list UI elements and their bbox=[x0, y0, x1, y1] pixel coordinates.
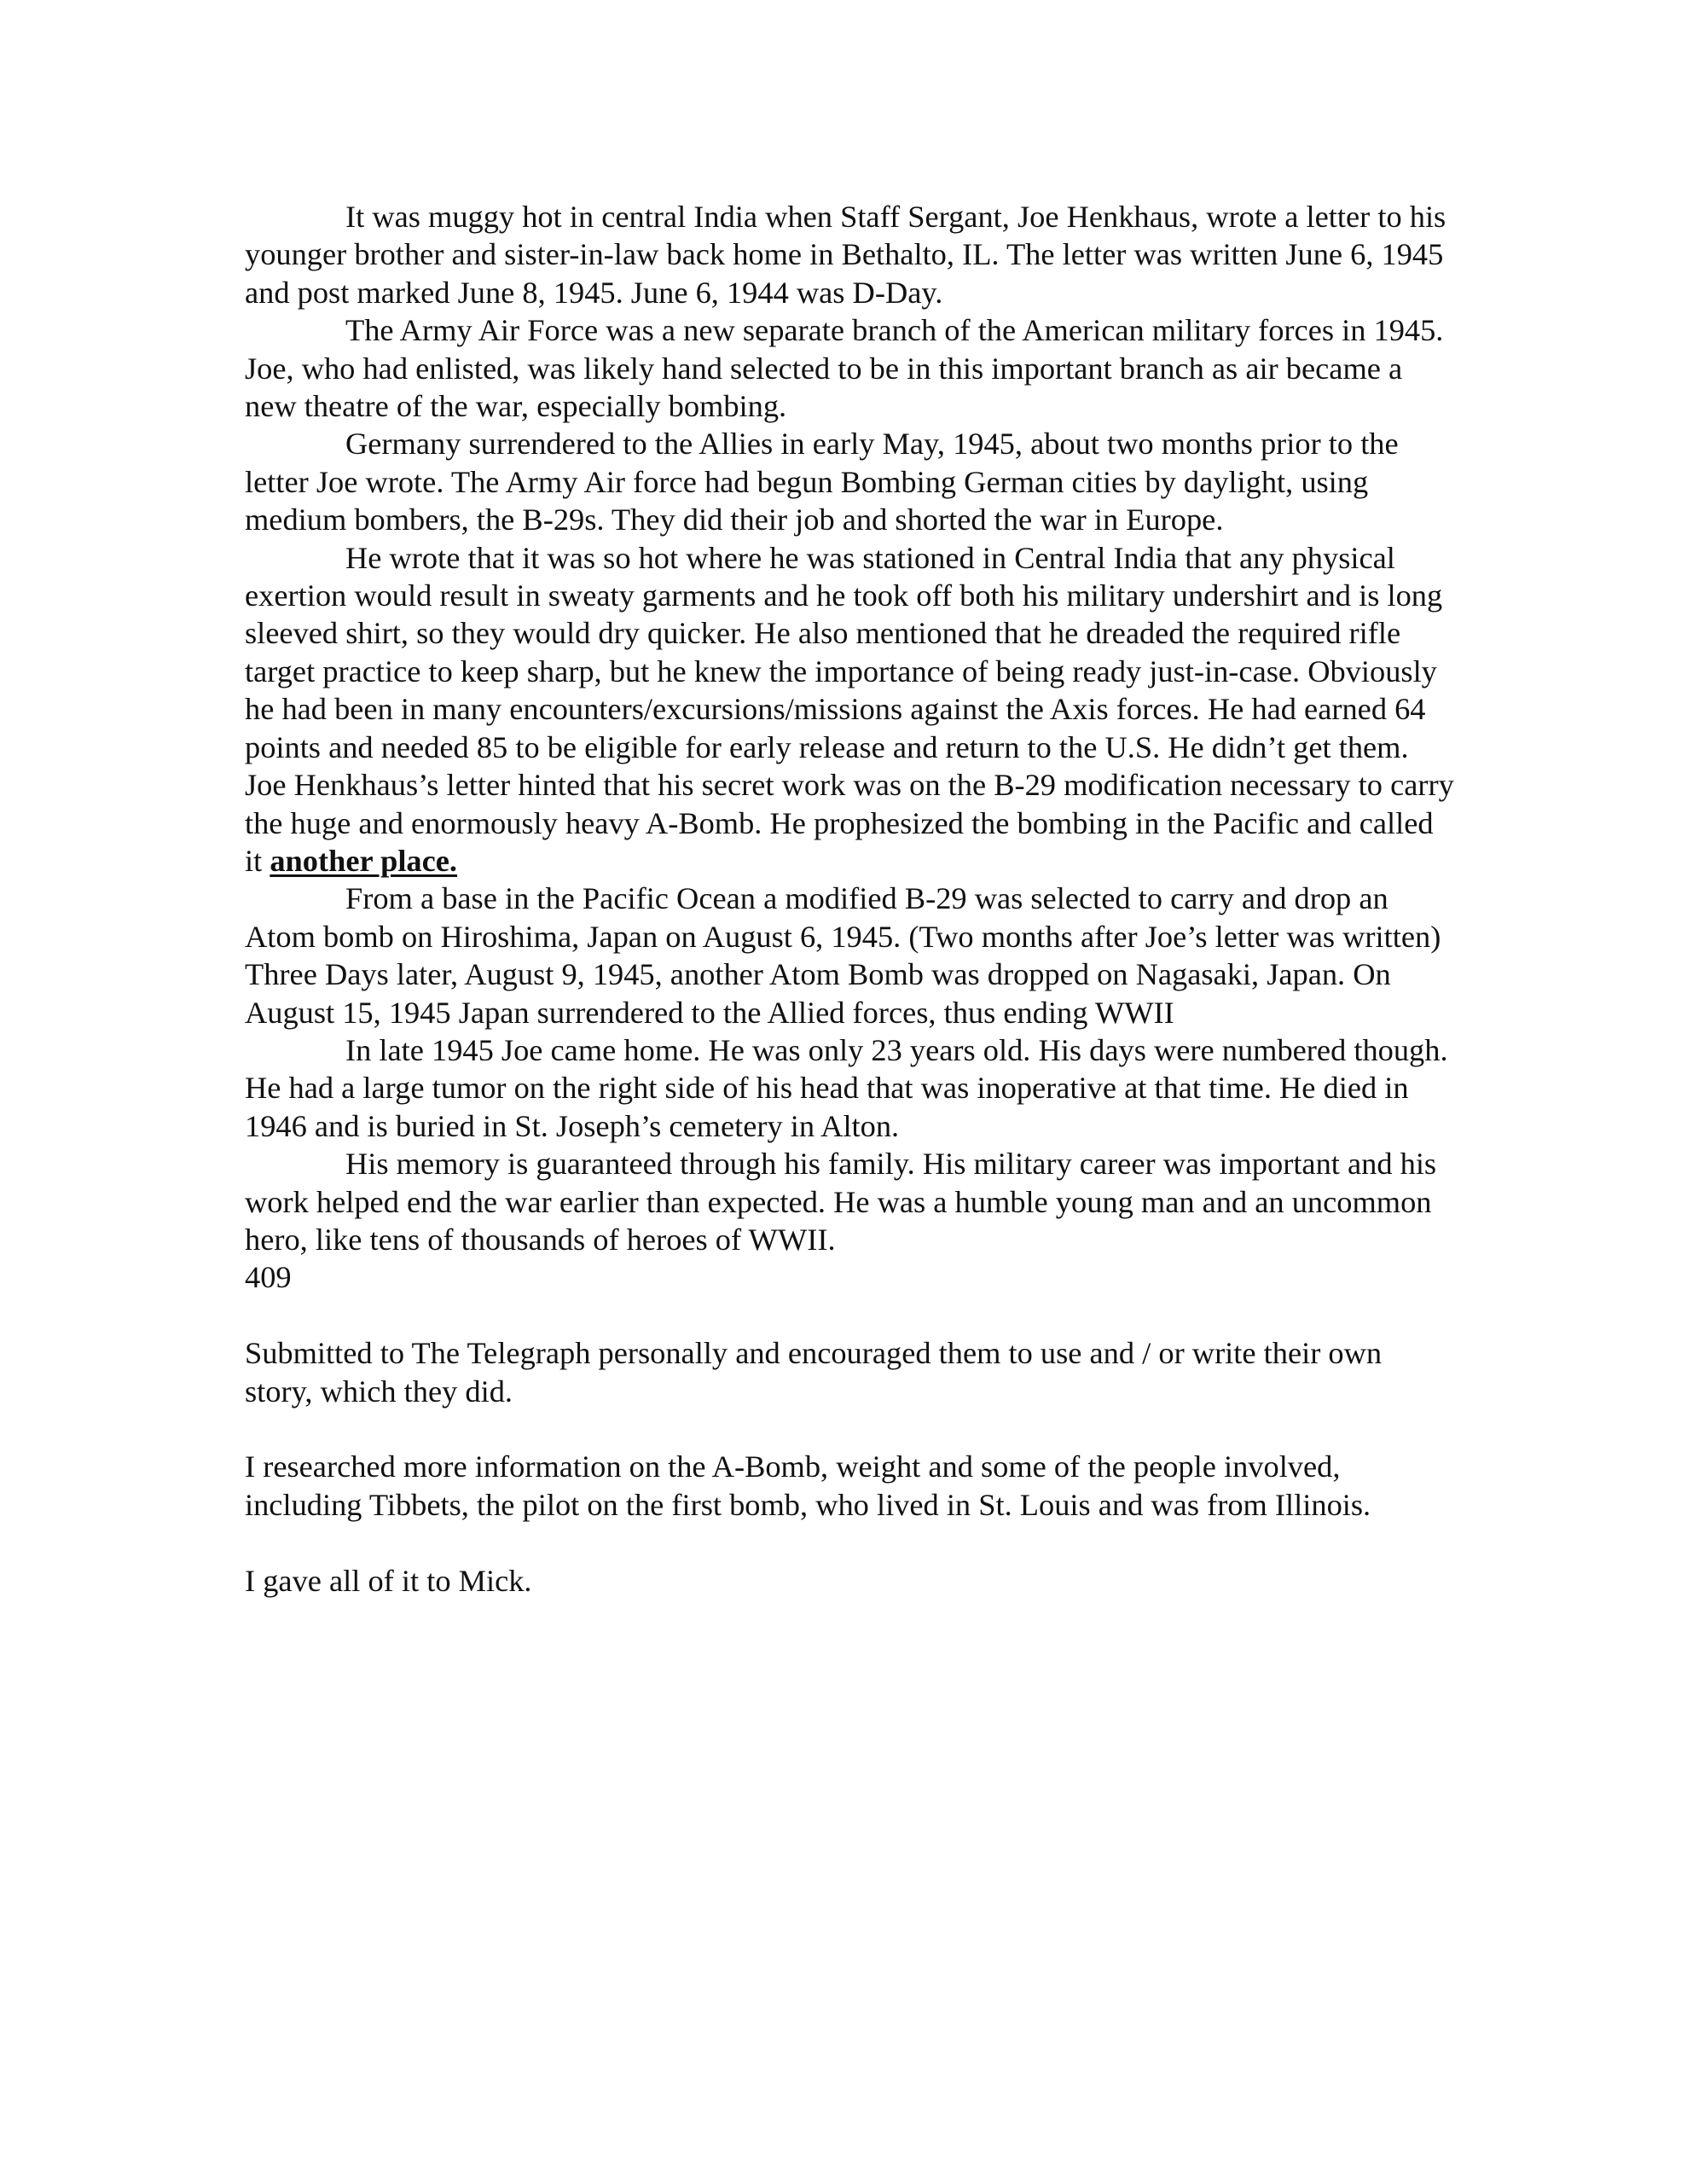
paragraph-central-india bbox=[245, 539, 1456, 880]
note-research: I researched more information on the A-Bomb, weight and some of the people involved, including Tibbets, the pilot on the first bomb, who lived in St. Louis and was from Illinois. bbox=[245, 1449, 1371, 1522]
note-telegraph: Submitted to The Telegraph personally and encouraged them to use and / or write their own story, which they did. bbox=[245, 1336, 1383, 1409]
paragraph-central-india-text: He wrote that it was so hot where he was stationed in Central India that any physical exertion would result in sweaty garments and he took off both his military undershirt and is long sleeved shirt, so they would dry quicker. He also mentioned that he dreaded the required rifle target practice to keep sharp, but he knew the importance of being ready just-in-case. Obviously he had been in many encounters/excursions/missions against the Axis forces. He had earned 64 points and needed 85 to be eligible for early release and return to the U.S. He didn’t get them. Joe Henkhaus’s letter hinted that his secret work was on the B-29 modification necessary to carry the huge and enormously heavy A-Bomb. He prophesized the bombing in the Pacific and called it bbox=[245, 540, 1454, 878]
note-mick: I gave all of it to Mick. bbox=[245, 1563, 532, 1598]
paragraph-letter-intro: It was muggy hot in central India when Staff Sergant, Joe Henkhaus, wrote a letter to his younger brother and sister-in-law back home in Bethalto, IL. The letter was written June 6, 1945 and post marked June 8, 1945. June 6, 1944 was D-Day. bbox=[245, 200, 1446, 310]
emphasis-another-place: another place. bbox=[270, 843, 458, 878]
paragraph-army-air-force: The Army Air Force was a new separate branch of the American military forces in 1945. Joe, who had enlisted, was likely hand selected to be in this important branch as air became a new theatre of the war, especially bombing. bbox=[245, 313, 1444, 424]
document-body bbox=[245, 198, 1456, 1600]
paragraph-germany-surrender: Germany surrendered to the Allies in early May, 1945, about two months prior to the letter Joe wrote. The Army Air force had begun Bombing German cities by daylight, using medium bombers, the B-29s. They did their job and shorted the war in Europe. bbox=[245, 427, 1399, 537]
paragraph-joe-came-home: In late 1945 Joe came home. He was only 23 years old. His days were numbered though. He had a large tumor on the right side of his head that was inoperative at that time. He died in 1946 and is buried in St. Joseph’s cemetery in Alton. bbox=[245, 1032, 1448, 1143]
paragraph-atom-bomb: From a base in the Pacific Ocean a modified B-29 was selected to carry and drop an Atom bomb on Hiroshima, Japan on August 6, 1945. (Two months after Joe’s letter was written) Three Days later, August 9, 1945, another Atom Bomb was dropped on Nagasaki, Japan. On August 15, 1945 Japan surrendered to the Allied forces, thus ending WWII bbox=[245, 881, 1441, 1030]
paragraph-memory: His memory is guaranteed through his family. His military career was important and his work helped end the war earlier than expected. He was a humble young man and an uncommon hero, like tens of thousands of heroes of WWII. bbox=[245, 1147, 1437, 1257]
word-count: 409 bbox=[245, 1260, 292, 1295]
